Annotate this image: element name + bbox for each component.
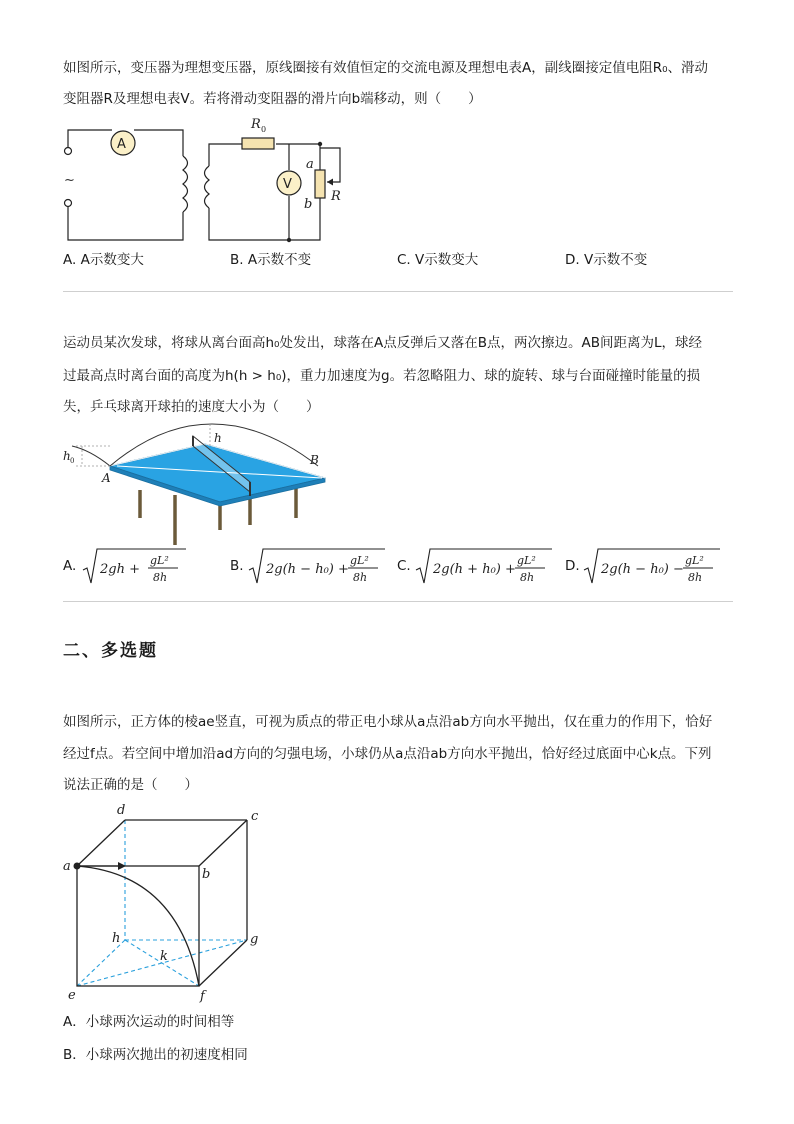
option-letter: C. [397, 252, 411, 268]
formula-numerator: gL² [685, 554, 704, 567]
vertex-a-label: a [63, 859, 71, 874]
formula-numerator: gL² [350, 554, 369, 567]
section-heading: 二、多选题 [63, 641, 158, 661]
r0-label: R [251, 117, 261, 132]
point-b-label: B [310, 453, 319, 467]
option-letter: A. [63, 252, 77, 268]
option-text: V示数变大 [415, 252, 479, 268]
formula-numerator: gL² [150, 554, 169, 567]
vertex-g-label: g [250, 932, 259, 947]
option-text: A示数变大 [80, 252, 144, 268]
q1-circuit-diagram [60, 112, 360, 247]
vertex-h-label: h [112, 931, 121, 946]
ammeter-label: A [117, 137, 126, 152]
point-a-label: a [306, 157, 314, 172]
ac-source-symbol: ~ [64, 173, 75, 188]
r0-subscript: 0 [261, 125, 267, 134]
voltmeter-label: V [283, 177, 292, 192]
formula-denominator: 8h [688, 571, 703, 584]
q3-cube-diagram [60, 800, 270, 1005]
q2-option-c[interactable] [397, 556, 411, 576]
q2-table-tennis-figure [60, 420, 330, 548]
rheostat-r-label: R [331, 189, 341, 204]
option-letter: A. [63, 558, 77, 574]
divider [63, 601, 733, 602]
point-a-label: A [102, 471, 111, 485]
rheostat-icon [315, 170, 325, 198]
terminal-top [65, 148, 72, 155]
option-letter: D. [565, 252, 580, 268]
q1-text-line-1: 如图所示，变压器为理想变压器，原线圈接有效值恒定的交流电源及理想电表A，副线圈接定值电阻R₀、滑动 [63, 60, 709, 76]
formula-expression: 2g(h + h₀) + [433, 562, 516, 577]
point-b-label: b [304, 197, 313, 212]
vertex-e-label: e [68, 988, 76, 1003]
formula-expression: 2gh + [100, 562, 140, 577]
q2-option-b-formula [248, 546, 386, 586]
h0-label: h [63, 449, 71, 463]
q2-option-d[interactable] [565, 556, 580, 576]
vertex-f-label: f [200, 989, 205, 1004]
h-label: h [214, 431, 222, 445]
q2-option-d-formula [583, 546, 721, 586]
center-k-label: k [160, 949, 168, 964]
option-text: A示数不变 [247, 252, 312, 268]
q3-text-line-2: 经过f点。若空间中增加沿ad方向的匀强电场，小球仍从a点沿ab方向水平抛出，恰好经过底面中心k点。下列 [63, 746, 712, 762]
divider [63, 291, 733, 292]
option-text: V示数不变 [583, 252, 648, 268]
formula-denominator: 8h [520, 571, 535, 584]
vertex-d-label: d [117, 803, 126, 818]
formula-expression: 2g(h − h₀) − [601, 562, 684, 577]
q1-option-d[interactable] [565, 250, 647, 270]
q2-text-line-2: 过最高点时离台面的高度为h(h > h₀)，重力加速度为g。若忽略阻力、球的旋转、球与台面碰撞时能量的损 [63, 368, 701, 384]
resistor-r0-icon [242, 138, 274, 149]
option-letter: B. [230, 558, 244, 574]
option-letter: C. [397, 558, 411, 574]
q2-option-b[interactable] [230, 556, 244, 576]
q2-text-line-1: 运动员某次发球，将球从离台面高h₀处发出，球落在A点反弹后又落在B点，两次擦边。AB间距离为L，球经 [63, 335, 702, 351]
q2-option-a-formula [82, 546, 187, 586]
q1-option-c[interactable] [397, 250, 478, 270]
option-letter: B. [230, 252, 244, 268]
q2-option-a[interactable] [63, 556, 76, 576]
formula-denominator: 8h [153, 571, 168, 584]
q2-option-c-formula [415, 546, 553, 586]
h0-subscript: 0 [70, 457, 75, 465]
q3-option-b[interactable]: B．小球两次抛出的初速度相同 [63, 1047, 248, 1063]
q2-text-line-3: 失，乒乓球离开球拍的速度大小为（ ） [63, 399, 320, 415]
vertex-b-label: b [202, 867, 211, 882]
q3-option-a[interactable]: A．小球两次运动的时间相等 [63, 1014, 235, 1030]
q1-option-a[interactable] [63, 250, 144, 270]
formula-numerator: gL² [517, 554, 536, 567]
terminal-bottom [65, 200, 72, 207]
option-letter: D. [565, 558, 580, 574]
formula-expression: 2g(h − h₀) + [266, 562, 349, 577]
formula-denominator: 8h [353, 571, 368, 584]
q3-text-line-1: 如图所示，正方体的棱ae竖直，可视为质点的带正电小球从a点沿ab方向水平抛出，仅在重力的作用下，恰好 [63, 714, 713, 730]
q3-text-line-3: 说法正确的是（ ） [63, 777, 198, 793]
vertex-c-label: c [251, 809, 259, 824]
q1-option-b[interactable] [230, 250, 311, 270]
q1-text-line-2: 变阻器R及理想电表V。若将滑动变阻器的滑片向b端移动，则（ ） [63, 91, 482, 107]
